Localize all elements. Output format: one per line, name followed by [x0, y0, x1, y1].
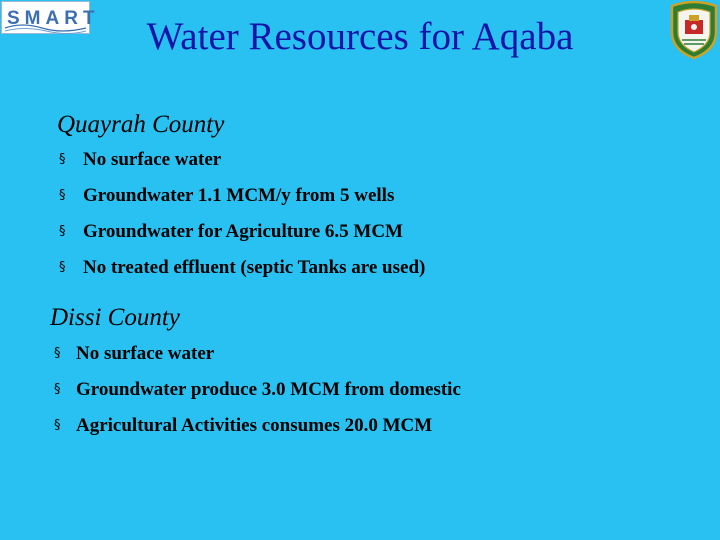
bullet-icon: §: [59, 260, 66, 275]
section-heading-dissi: Dissi County: [50, 304, 180, 331]
section-heading-quayrah: Quayrah County: [57, 111, 225, 138]
list-item: § No surface water: [59, 142, 425, 178]
slide-title: Water Resources for Aqaba: [146, 15, 574, 58]
dissi-bullet-list: [54, 336, 461, 444]
list-item: § Agricultural Activities consumes 20.0 MCM: [54, 408, 461, 444]
list-item: § Groundwater 1.1 MCM/y from 5 wells: [59, 178, 425, 214]
list-item: § Groundwater for Agriculture 6.5 MCM: [59, 214, 425, 250]
bullet-icon: §: [54, 346, 61, 361]
list-item: § No surface water: [54, 336, 461, 372]
list-item: § Groundwater produce 3.0 MCM from domestic: [54, 372, 461, 408]
smart-logo-text: SMART: [7, 8, 100, 29]
list-item: § No treated effluent (septic Tanks are used): [59, 250, 425, 286]
bullet-icon: §: [59, 224, 66, 239]
quayrah-bullet-list: [59, 142, 425, 286]
bullet-icon: §: [54, 382, 61, 397]
bullet-icon: §: [59, 152, 66, 167]
bullet-icon: §: [54, 418, 61, 433]
bullet-icon: §: [59, 188, 66, 203]
